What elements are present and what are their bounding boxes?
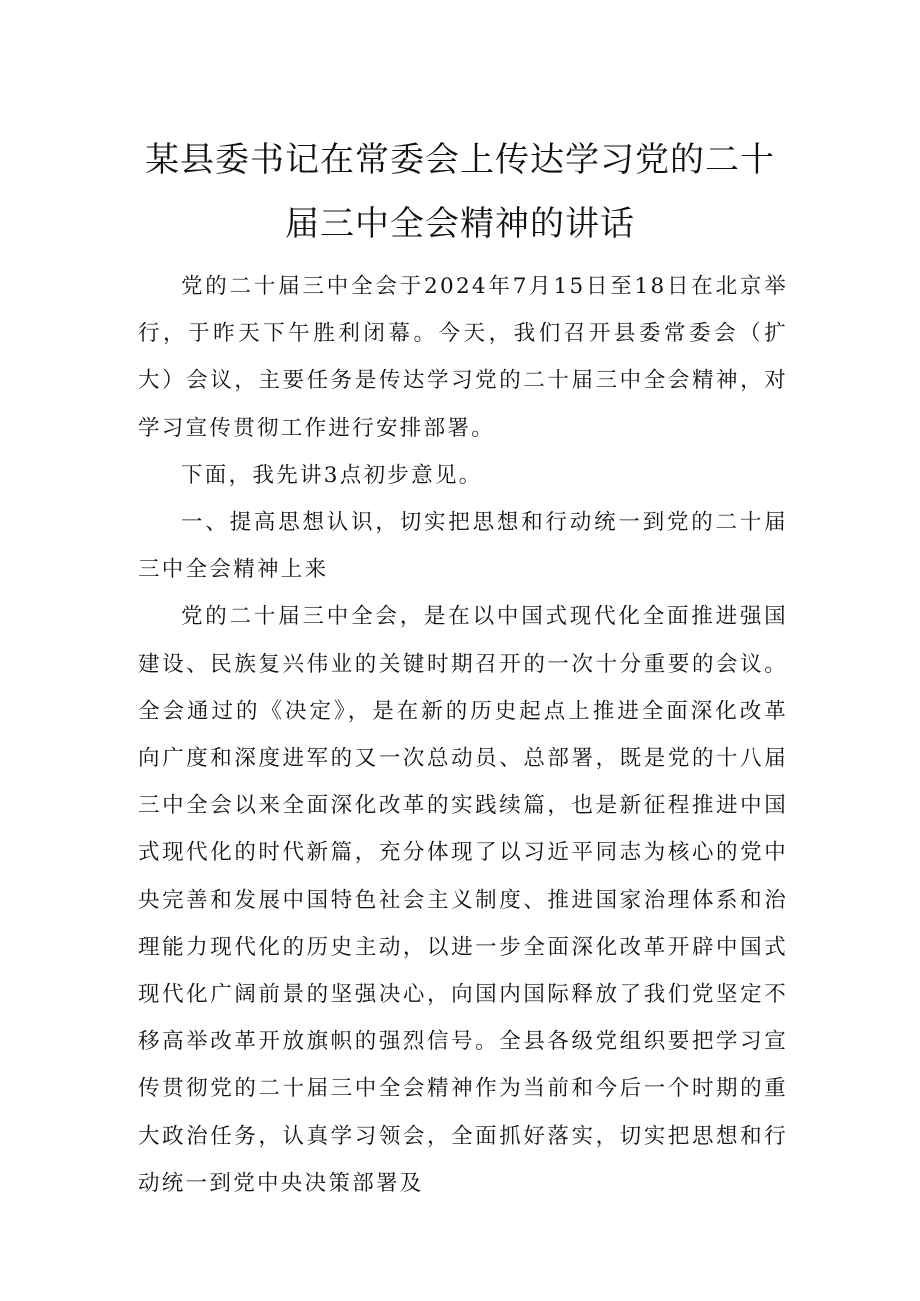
title-line-2: 届三中全会精神的讲话: [285, 204, 635, 244]
document-body: [138, 263, 788, 1207]
document-title: [100, 128, 820, 256]
paragraph-section-1-body: 党的二十届三中全会，是在以中国式现代化全面推进强国建设、民族复兴伟业的关键时期召开的一次十分重要的会议。全会通过的《决定》，是在新的历史起点上推进全面深化改革向广度和深度进军的又一次总动员、总部署，既是党的十八届三中全会以来全面深化改革的实践续篇，也是新征程推进中国式现代化的时代新篇，充分体现了以习近平同志为核心的党中央完善和发展中国特色社会主义制度、推进国家治理体系和治理能力现代化的历史主动，以进一步全面深化改革开辟中国式现代化广阔前景的坚强决心，向国内国际释放了我们党坚定不移高举改革开放旗帜的强烈信号。全县各级党组织要把学习宣传贯彻党的二十届三中全会精神作为当前和今后一个时期的重大政治任务，认真学习领会，全面抓好落实，切实把思想和行动统一到党中央决策部署及: [138, 604, 788, 1196]
title-line-1: 某县委书记在常委会上传达学习党的二十: [145, 140, 775, 180]
paragraph-intro: 党的二十届三中全会于2024年7月15日至18日在北京举行，于昨天下午胜利闭幕。今天，我们召开县委常委会（扩大）会议，主要任务是传达学习党的二十届三中全会精神，对学习宣传贯彻工作进行安排部署。: [138, 274, 788, 441]
paragraph-transition: 下面，我先讲3点初步意见。: [181, 462, 483, 488]
section-heading-1: 一、提高思想认识，切实把思想和行动统一到党的二十届三中全会精神上来: [138, 510, 788, 583]
